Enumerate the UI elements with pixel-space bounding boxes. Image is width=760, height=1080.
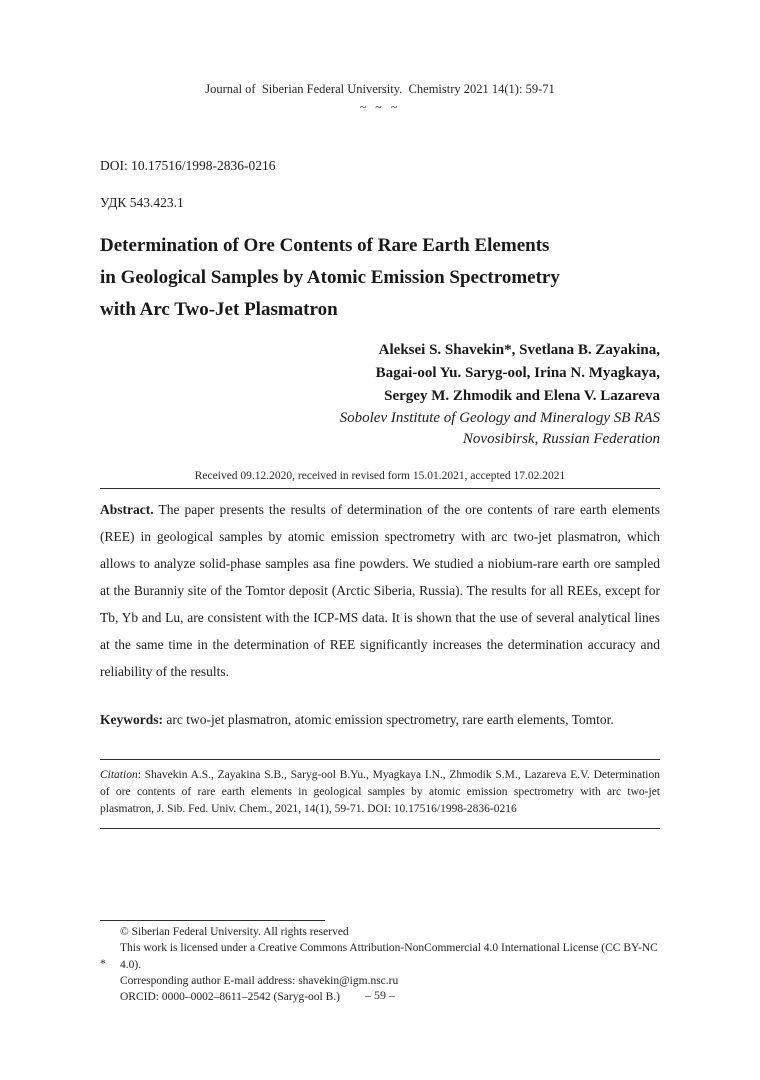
- citation-block: [100, 759, 660, 829]
- citation-label: Citation: [100, 769, 138, 781]
- article-title-line-3: with Arc Two-Jet Plasmatron: [100, 299, 338, 320]
- header-ornament: ~ ~ ~: [359, 100, 401, 114]
- affiliation-line-1: Sobolev Institute of Geology and Mineralogy SB RAS: [339, 410, 660, 426]
- abstract-text: The paper presents the results of determination of the ore contents of rare earth elements (REE) in geological samples by atomic emission spectrometry with arc two-jet plasmatron, which allows to analyze solid-phase samples asa fine powders. We studied a niobium-rare earth ore sampled at the Buranniy site of the Tomtor deposit (Arctic Siberia, Russia). The results for all REEs, except for Tb, Yb and Lu, are consistent with the ICP-MS data. It is shown that the use of several analytical lines at the same time in the determination of REE significantly increases the determination accuracy and reliability of the results.: [100, 502, 660, 679]
- abstract-label: Abstract.: [100, 502, 154, 517]
- keywords-line: [100, 706, 660, 733]
- license-line: This work is licensed under a Creative Commons Attribution-NonCommercial 4.0 International License (CC BY-NC 4.0).: [120, 942, 658, 971]
- citation-text: : Shavekin A.S., Zayakina S.B., Saryg-ool B.Yu., Myagkaya I.N., Zhmodik S.M., Lazareva E.V. Determination of ore contents of rare earth elements in geological samples by atomic emission spectrometry with arc two-jet plasmatron, J. Sib. Fed. Univ. Chem., 2021, 14(1), 59-71. DOI: 10.17516/1998-2836-0216: [100, 769, 660, 815]
- page-number: – 59 –: [365, 988, 395, 1002]
- authors-line-1: Aleksei S. Shavekin*, Svetlana B. Zayakina,: [378, 342, 660, 358]
- corresponding-author-asterisk: *: [100, 958, 106, 970]
- orcid-line: ORCID: 0000–0002–8611–2542 (Saryg-ool B.): [120, 991, 340, 1004]
- article-title-line-2: in Geological Samples by Atomic Emission Spectrometry: [100, 267, 560, 288]
- affiliation-block: [100, 408, 660, 450]
- footnote-divider: [100, 920, 325, 921]
- journal-header: Journal of Siberian Federal University. Chemistry 2021 14(1): 59-71: [205, 82, 555, 96]
- udk-line: УДК 543.423.1: [100, 195, 184, 210]
- authors-line-2: Bagai-ool Yu. Saryg-ool, Irina N. Myagkaya,: [375, 365, 660, 381]
- received-dates: Received 09.12.2020, received in revised form 15.01.2021, accepted 17.02.2021: [194, 470, 566, 482]
- page-content: [100, 0, 660, 829]
- affiliation-line-2: Novosibirsk, Russian Federation: [462, 431, 660, 447]
- authors-line-3: Sergey M. Zhmodik and Elena V. Lazareva: [384, 388, 660, 404]
- authors-block: [100, 339, 660, 408]
- doi-line: DOI: 10.17516/1998-2836-0216: [100, 158, 276, 173]
- keywords-text: arc two-jet plasmatron, atomic emission spectrometry, rare earth elements, Tomtor.: [166, 712, 614, 727]
- article-title-line-1: Determination of Ore Contents of Rare Earth Elements: [100, 235, 550, 256]
- abstract-paragraph: [100, 489, 660, 685]
- article-title: [100, 230, 660, 326]
- keywords-label: Keywords:: [100, 712, 163, 727]
- corresponding-author-line: Corresponding author E-mail address: shavekin@igm.nsc.ru: [120, 974, 399, 987]
- copyright-line: © Siberian Federal University. All rights reserved: [120, 926, 349, 938]
